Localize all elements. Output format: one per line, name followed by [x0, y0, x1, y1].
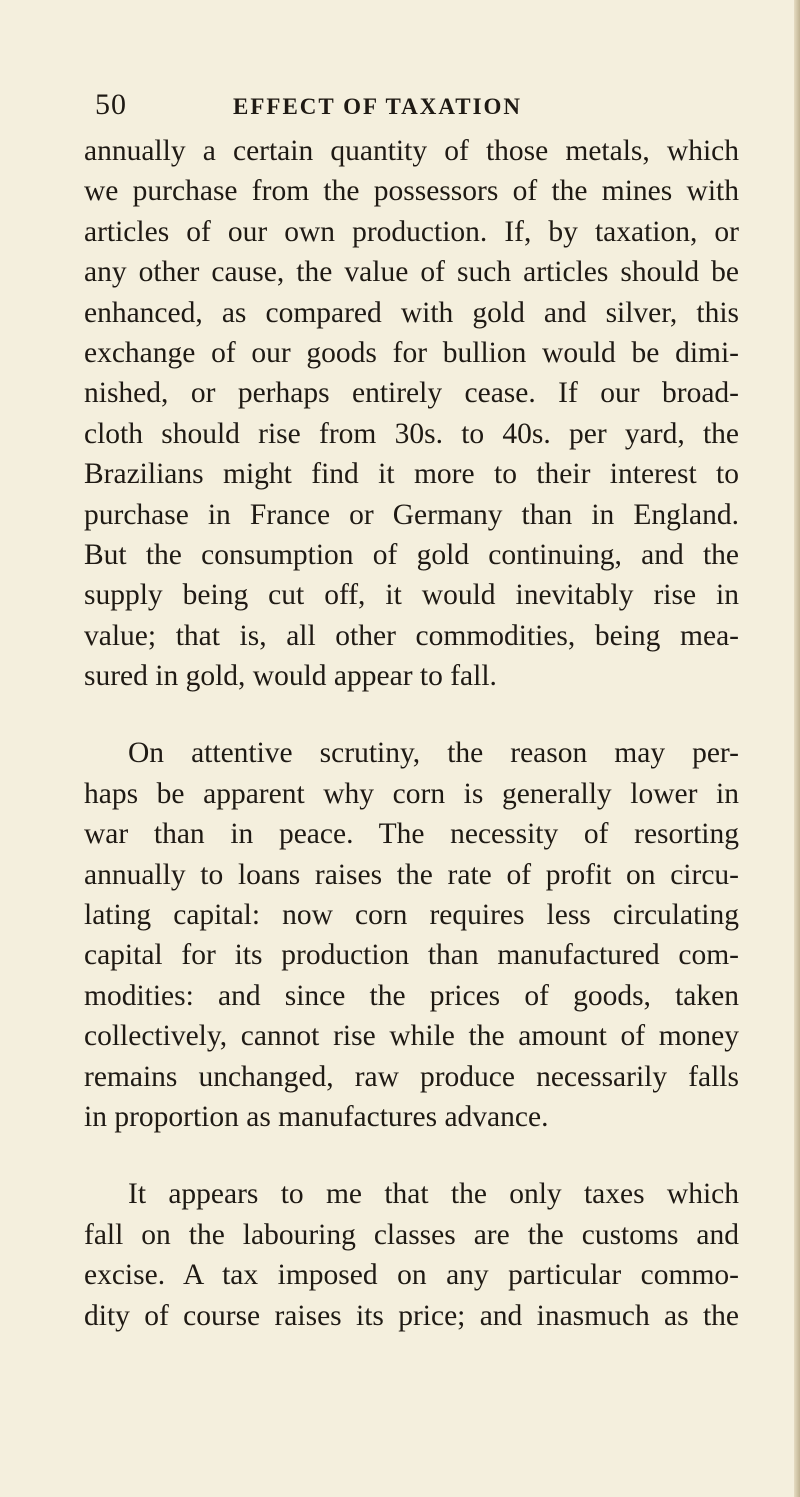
text-line: supply being cut off, it would inevitably rise in: [84, 579, 739, 612]
text-line: On attentive scrutiny, the reason may per-: [128, 737, 739, 770]
text-line: in proportion as manufactures advance.: [84, 1100, 549, 1133]
text-line: exchange of our goods for bullion would be dimi-: [84, 336, 739, 369]
text-line: enhanced, as compared with gold and silver, this: [84, 296, 739, 329]
text-line: remains unchanged, raw produce necessarily falls: [84, 1060, 739, 1093]
text-line: war than in peace. The necessity of resorting: [84, 818, 739, 851]
text-line: annually a certain quantity of those metals, which: [84, 135, 739, 167]
text-line: lating capital: now corn requires less circulating: [84, 899, 739, 932]
paragraph-1: [84, 131, 739, 696]
text-line: dity of course raises its price; and inasmuch as the: [84, 1299, 739, 1332]
body-text: [84, 131, 739, 1336]
text-line: haps be apparent why corn is generally lower in: [84, 777, 739, 810]
text-line: But the consumption of gold continuing, and the: [84, 538, 739, 571]
paragraph-2: [84, 733, 739, 1137]
text-line: It appears to me that the only taxes which: [128, 1178, 739, 1211]
text-line: cloth should rise from 30s. to 40s. per yard, the: [84, 417, 739, 450]
paragraph-3: [84, 1174, 739, 1336]
text-line: annually to loans raises the rate of profit on circu-: [84, 858, 739, 891]
text-line: excise. A tax imposed on any particular commo-: [84, 1259, 739, 1292]
text-line: sured in gold, would appear to fall.: [84, 660, 497, 693]
text-line: any other cause, the value of such articles should be: [84, 256, 739, 289]
text-line: nished, or perhaps entirely cease. If our broad-: [84, 377, 739, 410]
text-line: fall on the labouring classes are the customs and: [84, 1218, 739, 1251]
text-line: value; that is, all other commodities, being mea-: [84, 619, 739, 652]
text-line: we purchase from the possessors of the mines with: [84, 175, 739, 208]
text-line: Brazilians might find it more to their interest to: [84, 458, 739, 491]
text-line: articles of our own production. If, by taxation, or: [84, 215, 739, 248]
page-edge: [794, 0, 800, 1497]
text-line: capital for its production than manufactured com-: [84, 939, 739, 972]
page-number: 50: [95, 88, 127, 121]
text-line: modities: and since the prices of goods, taken: [84, 979, 739, 1012]
running-head: EFFECT OF TAXATION: [233, 94, 523, 119]
page-header: [95, 88, 735, 128]
text-line: purchase in France or Germany than in England.: [84, 498, 739, 531]
text-line: collectively, cannot rise while the amount of money: [84, 1020, 739, 1053]
